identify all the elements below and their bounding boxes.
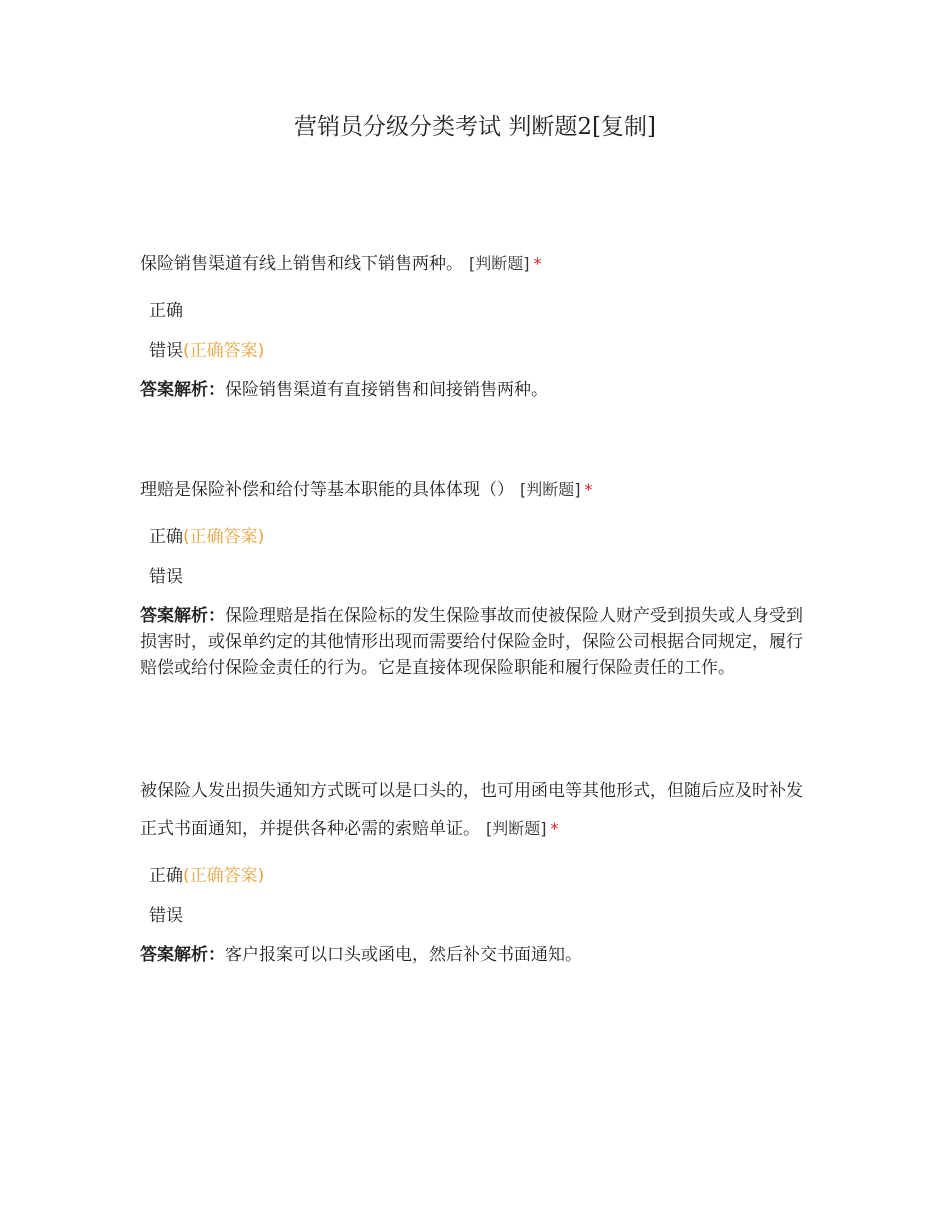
analysis-text: 保险理赔是指在保险标的发生保险事故而使被保险人财产受到损失或人身受到损害时，或保单约定的其他情形出现而需要给付保险金时，保险公司根据合同规定，履行赔偿或给付保险金责任的行为。它是直接体现保险职能和履行保险责任的工作。: [140, 606, 803, 678]
question-type-tag: [判断题]: [486, 819, 547, 838]
option-label: 正确: [149, 527, 183, 547]
question-text: 被保险人发出损失通知方式既可以是口头的，也可用函电等其他形式，但随后应及时补发正式书面通知，并提供各种必需的索赔单证。: [140, 781, 803, 839]
question-stem: [140, 471, 815, 509]
question-stem: [140, 772, 815, 848]
option-label: 错误: [149, 906, 183, 926]
question-stem: [140, 245, 815, 283]
option-correct[interactable]: [140, 299, 815, 323]
question-3: [140, 772, 815, 968]
question-type-tag: [判断题]: [520, 480, 581, 499]
required-marker: *: [584, 480, 593, 499]
question-text: 理赔是保险补偿和给付等基本职能的具体体现（）: [140, 480, 514, 500]
option-label: 正确: [149, 866, 183, 886]
required-marker: *: [550, 819, 559, 838]
question-1: [140, 245, 815, 403]
required-marker: *: [533, 254, 542, 273]
option-label: 正确: [149, 301, 183, 321]
option-wrong[interactable]: [140, 904, 815, 928]
option-label: 错误: [149, 567, 183, 587]
analysis-label: 答案解析：: [140, 380, 225, 400]
correct-answer-tag: (正确答案): [183, 527, 265, 547]
option-label: 错误: [149, 341, 183, 361]
question-2: [140, 471, 815, 681]
question-type-tag: [判断题]: [469, 254, 530, 273]
answer-analysis: [140, 603, 815, 681]
page-title: 营销员分级分类考试 判断题2[复制]: [294, 114, 656, 140]
correct-answer-tag: (正确答案): [183, 866, 265, 886]
option-correct[interactable]: [140, 864, 815, 888]
answer-analysis: [140, 377, 815, 403]
question-text: 保险销售渠道有线上销售和线下销售两种。: [140, 254, 463, 274]
option-wrong[interactable]: [140, 565, 815, 589]
analysis-label: 答案解析：: [140, 606, 225, 626]
option-correct[interactable]: [140, 525, 815, 549]
answer-analysis: [140, 942, 815, 968]
option-wrong[interactable]: [140, 339, 815, 363]
correct-answer-tag: (正确答案): [183, 341, 265, 361]
analysis-text: 客户报案可以口头或函电，然后补交书面通知。: [225, 945, 582, 965]
analysis-label: 答案解析：: [140, 945, 225, 965]
analysis-text: 保险销售渠道有直接销售和间接销售两种。: [225, 380, 548, 400]
